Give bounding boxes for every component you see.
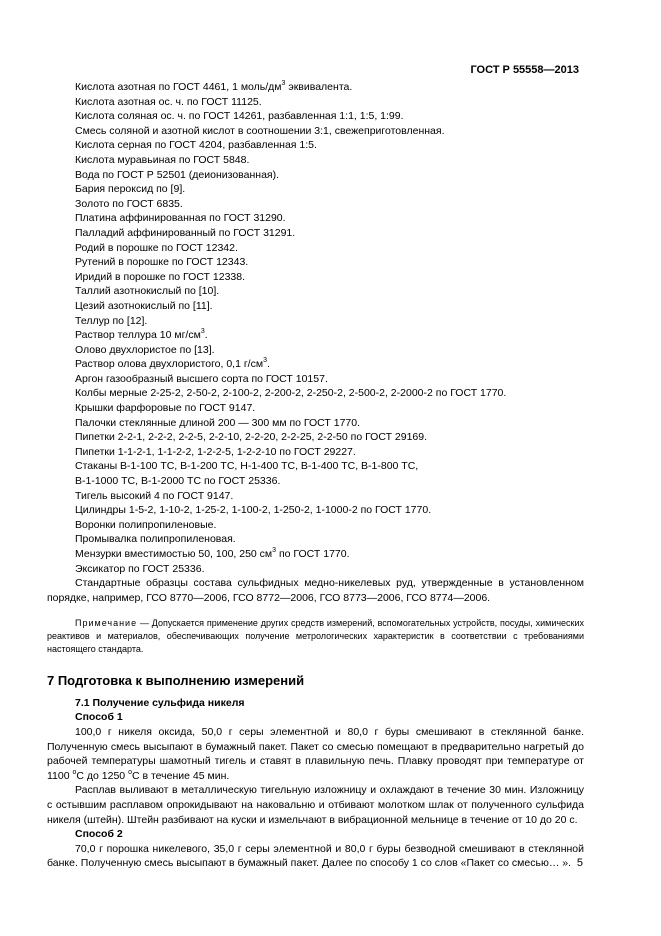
list-item: Кислота азотная по ГОСТ 4461, 1 моль/$дм^3$ эквивалента. [75,80,353,93]
list-item: Кислота азотная ос. ч. по ГОСТ 11125. [75,95,262,108]
list-item: Пипетки 2-2-1, 2-2-2, 2-2-5, 2-2-10, 2-2-20, 2-2-25, 2-2-50 по ГОСТ 29169. [75,431,428,444]
list-item: Цилиндры 1-5-2, 1-10-2, 1-25-2, 1-100-2, 1-250-2, 1-1000-2 по ГОСТ 1770. [75,504,432,517]
note-label: Примечание [75,618,138,629]
list-item: Платина аффинированная по ГОСТ 31290. [75,212,286,225]
list-item: Цезий азотнокислый по [11]. [75,299,213,312]
method-1-paragraph-2: Расплав выливают в металлическую тигельную изложницу и охлаждают в течение 30 мин. Изложницу с остывшим расплавом опрокидывают на наковальню и отбивают молотком шлак от полученного сульфида никеля (штейн). Штейн разбивают на куски и измельчают в вибрационной мельнице в течение от 10 до 20 с. [47,784,584,826]
list-item: Палладий аффинированный по ГОСТ 31291. [75,226,296,239]
list-item: Крышки фарфоровые по ГОСТ 9147. [75,402,256,415]
list-item: Палочки стеклянные длиной 200 — 300 мм по ГОСТ 1770. [75,416,361,429]
list-item: Золото по ГОСТ 6835. [75,197,183,210]
method-2-paragraph-1: 70,0 г порошка никелевого, 35,0 г серы элементной и 80,0 г буры безводной смешивают в стеклянной банке. Полученную смесь высыпают в бумажный пакет. Далее по способу 1 со слов «Пакет со смесью… ». [47,842,584,870]
list-item: Родий в порошке по ГОСТ 12342. [75,241,238,254]
list-item: Смесь соляной и азотной кислот в соотношении 3:1, свежеприготовленная. [75,124,445,137]
list-item: Воронки полипропиленовые. [75,518,217,531]
list-item: Раствор олова двухлористого, 0,1 $г/см^3$. [75,357,270,371]
standards-paragraph: Стандартные образцы состава сульфидных медно-никелевых руд, утвержденные в установленном порядке, например, ГСО 8770—2006, ГСО 8772—2006, ГСО 8773—2006, ГСО 8774—2006. [47,577,584,604]
document-number: ГОСТ Р 55558—2013 [470,64,579,76]
list-item: Тигель высокий 4 по ГОСТ 9147. [75,489,234,502]
list-item: Аргон газообразный высшего сорта по ГОСТ 10157. [75,372,328,385]
method-1-title: Способ 1 [75,711,123,724]
list-item: Мензурки вместимостью 50, 100, 250 $см^3$ по ГОСТ 1770. [75,547,350,560]
list-item: Кислота серная по ГОСТ 4204, разбавленная 1:5. [75,139,317,152]
list-item: Кислота соляная ос. ч. по ГОСТ 14261, разбавленная 1:1, 1:5, 1:99. [75,110,404,123]
method-2-title: Способ 2 [75,828,123,841]
materials-list [47,80,584,576]
list-item: В-1-1000 ТС, В-1-2000 ТС по ГОСТ 25336. [75,475,281,488]
page-content [47,80,584,871]
note [47,617,584,655]
section-title: 7 Подготовка к выполнению измерений [47,672,305,688]
list-item: Таллий азотнокислый по [10]. [75,285,220,298]
subsection-title: 7.1 Получение сульфида никеля [75,696,245,709]
note-text: — Допускается применение других средств измерений, вспомогательных устройств, посуды, химических реактивов и материалов, обеспечивающих получение метрологических характеристик в соответствии с требованиями настоящего стандарта. [47,618,584,654]
page-number: 5 [576,857,583,869]
list-item: Промывалка полипропиленовая. [75,533,236,546]
list-item: Колбы мерные 2-25-2, 2-50-2, 2-100-2, 2-200-2, 2-250-2, 2-500-2, 2-2000-2 по ГОСТ 1770. [75,387,507,400]
list-item: Бария пероксид по [9]. [75,183,186,196]
method-1-paragraph-1: 100,0 г никеля оксида, 50,0 г серы элементной и 80,0 г буры смешивают в стеклянной банке. Полученную смесь высыпают в бумажный пакет. Пакет со смесью помещают в предварительно нагретый до рабочей температуры шамотный тигель и ставят в плавильную печь. Плавку проводят при температуре от 1100 $^о$С до 1250 $^о$С в течение 45 мин. [47,725,584,782]
list-item: Вода по ГОСТ Р 52501 (деионизованная). [75,168,280,181]
list-item: Стаканы В-1-100 ТС, В-1-200 ТС, Н-1-400 ТС, В-1-400 ТС, В-1-800 ТС, [75,460,419,473]
list-item: Кислота муравьиная по ГОСТ 5848. [75,153,250,166]
list-item: Эксикатор по ГОСТ 25336. [75,562,205,575]
list-item: Иридий в порошке по ГОСТ 12338. [75,270,246,283]
list-item: Рутений в порошке по ГОСТ 12343. [75,256,249,269]
list-item: Пипетки 1-1-2-1, 1-1-2-2, 1-2-2-5, 1-2-2-10 по ГОСТ 29227. [75,445,356,458]
list-item: Теллур по [12]. [75,314,148,327]
list-item: Раствор теллура 10 $мг/см^3$. [75,328,208,342]
list-item: Олово двухлористое по [13]. [75,343,215,356]
